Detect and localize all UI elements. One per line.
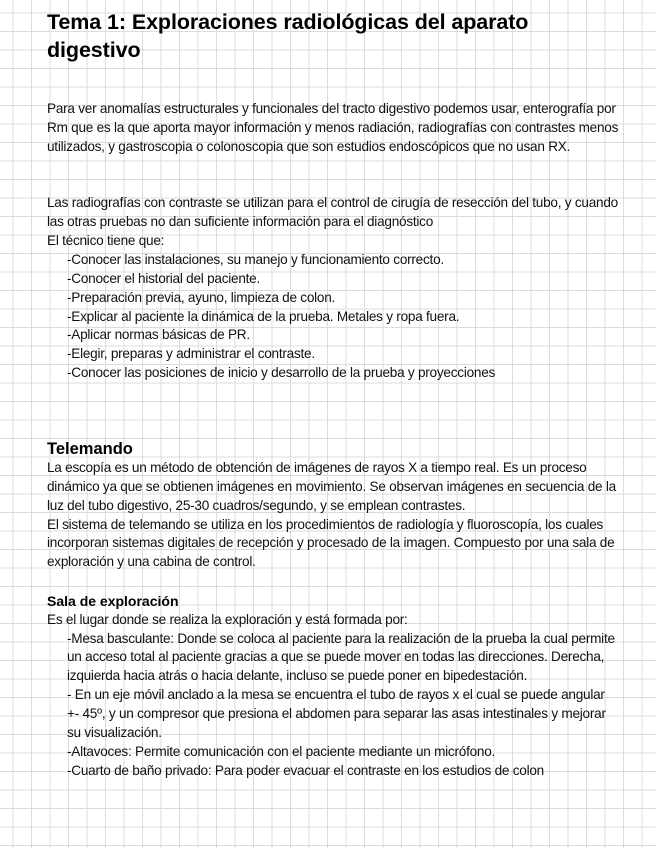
- list-item: -Conocer el historial del paciente.: [67, 270, 260, 286]
- spacer: [47, 572, 619, 592]
- intro-paragraph: Para ver anomalías estructurales y funcionales del tracto digestivo podemos usar, enterografía por Rm que es la que aporta mayor información y menos radiación, radiografías con contrastes menos utilizados, y gastroscopia o colonoscopia que son estudios endoscópicos que no usan RX.: [47, 101, 619, 154]
- list-item: - En un eje móvil anclado a la mesa se encuentra el tubo de rayos x el cual se puede angular +- 45º, y un compresor que presiona el abdomen para separar las asas intestinales y mejorar su visualización.: [67, 687, 606, 741]
- list-item: -Mesa basculante: Donde se coloca al paciente para la realización de la prueba la cual permite un acceso total al paciente gracias a que se puede mover en todas las direcciones. Derecha, izquierda hacia atrás o hacia delante, incluso se puede poner en bipedestación.: [67, 630, 615, 684]
- page-title: Tema 1: Exploraciones radiológicas del aparato digestivo: [47, 10, 529, 62]
- technician-duties-list: [47, 251, 619, 383]
- technician-intro: El técnico tiene que:: [47, 232, 165, 248]
- list-item: -Aplicar normas básicas de PR.: [67, 327, 250, 343]
- list-item: -Preparación previa, ayuno, limpieza de colon.: [67, 289, 336, 305]
- contrast-paragraph: Las radiografías con contraste se utilizan para el control de cirugía de resección del tubo, y cuando las otras pruebas no dan suficiente información para el diagnóstico: [47, 195, 618, 230]
- list-item: -Explicar al paciente la dinámica de la prueba. Metales y ropa fuera.: [67, 308, 460, 324]
- document-page: [47, 8, 619, 781]
- telemando-paragraph-2: El sistema de telemando se utiliza en los procedimientos de radiología y fluoroscopía, los cuales incorporan sistemas digitales de recepción y procesado de la imagen. Compuesto por una sala de exploración y una cabina de control.: [47, 516, 615, 570]
- section-heading-telemando: Telemando: [47, 440, 133, 459]
- list-item: -Conocer las posiciones de inicio y desarrollo de la prueba y proyecciones: [67, 365, 496, 381]
- sala-intro: Es el lugar donde se realiza la exploración y está formada por:: [47, 611, 408, 627]
- section-heading-sala: Sala de exploración: [47, 592, 179, 609]
- list-item: -Cuarto de baño privado: Para poder evacuar el contraste en los estudios de colon: [67, 762, 544, 778]
- list-item: -Elegir, preparas y administrar el contraste.: [67, 346, 315, 362]
- list-item: -Altavoces: Permite comunicación con el paciente mediante un micrófono.: [67, 743, 496, 759]
- spacer: [47, 64, 619, 100]
- spacer: [47, 156, 619, 194]
- sala-items-list: [47, 630, 619, 781]
- spacer: [47, 383, 619, 439]
- telemando-paragraph-1: La escopía es un método de obtención de imágenes de rayos X a tiempo real. Es un proceso dinámico ya que se obtienen imágenes en movimiento. Se observan imágenes en secuencia de la luz del tubo digestivo, 25-30 cuadros/segundo, y se emplean contrastes.: [47, 460, 616, 513]
- list-item: -Conocer las instalaciones, su manejo y funcionamiento correcto.: [67, 251, 444, 267]
